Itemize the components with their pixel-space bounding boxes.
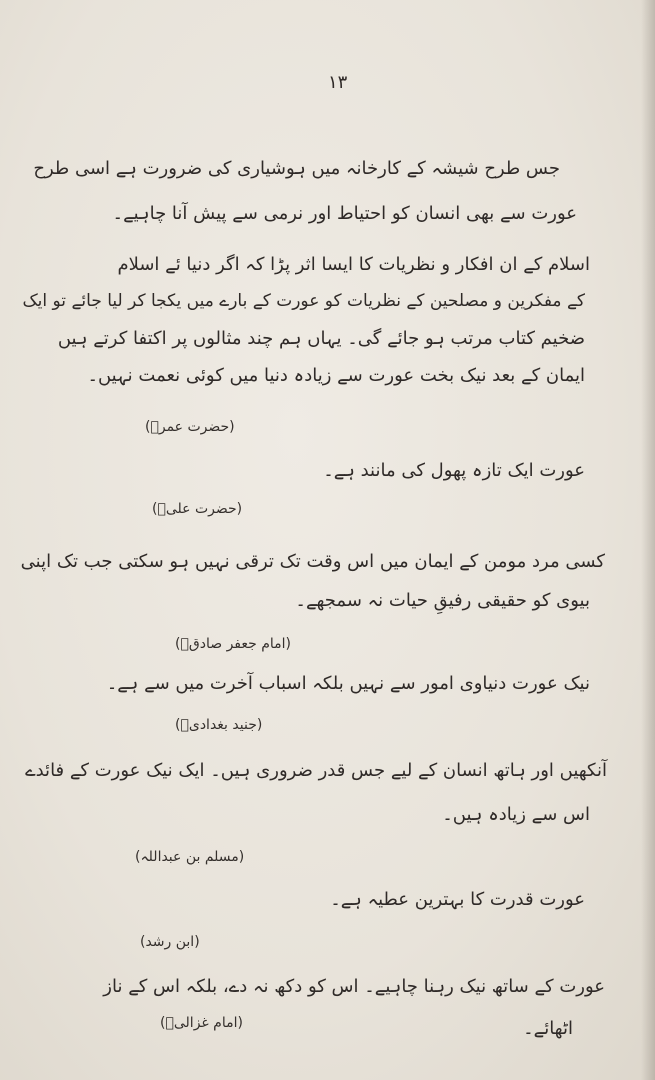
paragraph-2-line-3: ضخیم کتاب مرتب ہو جائے گی۔ یہاں ہم چند مثالوں پر اکتفا کرتے ہیں [57, 328, 585, 349]
quote-2-attribution: (حضرت علیؓ) [152, 501, 243, 517]
paragraph-1-line-2: عورت سے بھی انسان کو احتیاط اور نرمی سے پیش آنا چاہیے۔ [112, 203, 577, 224]
quote-4-attribution: (جنید بغدادیؒ) [175, 717, 263, 733]
quote-3-text-line-1: کسی مرد مومن کے ایمان میں اس وقت تک ترقی نہیں ہو سکتی جب تک اپنی [20, 551, 605, 572]
page-number: ۱۳ [328, 72, 348, 93]
quote-4-text-line-1: نیک عورت دنیاوی امور سے نہیں بلکہ اسباب آخرت میں سے ہے۔ [106, 673, 590, 694]
quote-7-text-line-2: اٹھائے۔ [523, 1018, 573, 1039]
quote-3-attribution: (امام جعفر صادقؒ) [175, 636, 292, 652]
quote-5-text-line-1: آنکھیں اور ہاتھ انسان کے لیے جس قدر ضروری ہیں۔ ایک نیک عورت کے فائدے [25, 760, 607, 781]
paragraph-2-line-4: ایمان کے بعد نیک بخت عورت سے زیادہ دنیا میں کوئی نعمت نہیں۔ [87, 365, 585, 386]
paragraph-1-line-1: جس طرح شیشہ کے کارخانہ میں ہوشیاری کی ضرورت ہے اسی طرح [33, 158, 560, 179]
quote-7-text-line-1: عورت کے ساتھ نیک رہنا چاہیے۔ اس کو دکھ نہ دے، بلکہ اس کے ناز [103, 976, 605, 997]
quote-5-attribution: (مسلم بن عبداللہ) [135, 849, 245, 865]
quote-2-text-line-1: عورت ایک تازہ پھول کی مانند ہے۔ [323, 460, 585, 481]
quote-1-attribution: (حضرت عمرؓ) [145, 419, 235, 435]
paragraph-2-line-1: اسلام کے ان افکار و نظریات کا ایسا اثر پڑا کہ اگر دنیا ئے اسلام [117, 254, 590, 275]
quote-6-text-line-1: عورت قدرت کا بہترین عطیہ ہے۔ [330, 889, 585, 910]
quote-7-attribution: (امام غزالیؒ) [160, 1015, 243, 1031]
quote-5-text-line-2: اس سے زیادہ ہیں۔ [442, 804, 590, 825]
quote-3-text-line-2: بیوی کو حقیقی رفیقِ حیات نہ سمجھے۔ [295, 590, 590, 611]
quote-6-attribution: (ابن رشد) [140, 934, 200, 950]
paragraph-2-line-2: کے مفکرین و مصلحین کے نظریات کو عورت کے بارے میں یکجا کر لیا جائے تو ایک [22, 291, 585, 311]
